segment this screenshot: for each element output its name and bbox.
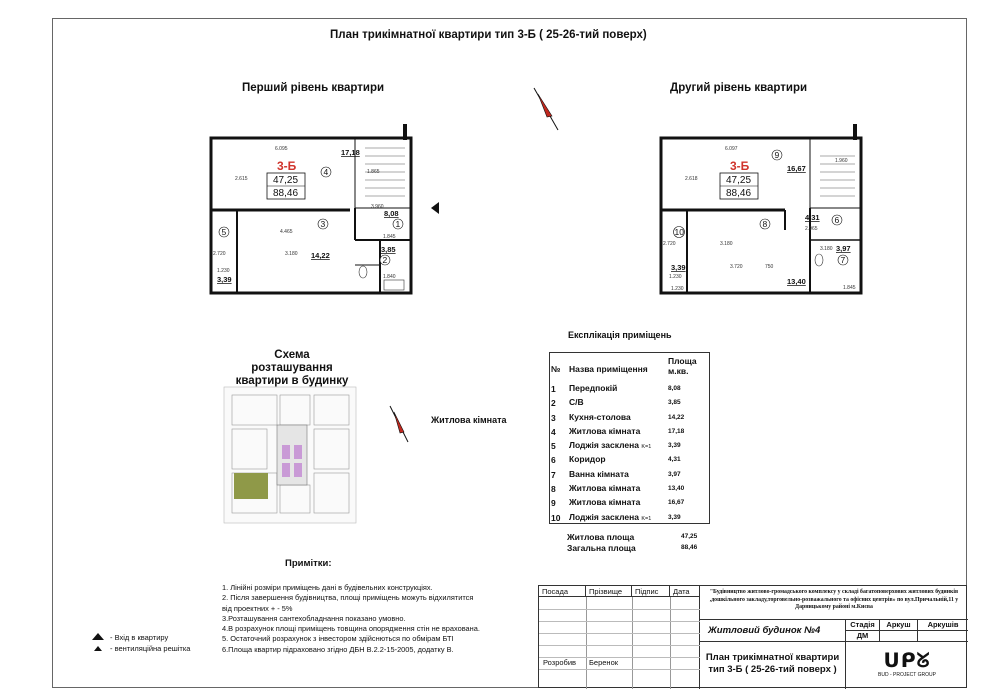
stamp-project-description: "Будівництво житлово-громадського комплексу у складі багатоповерхових житлових будинків ,дошкільного закладу,торговельно-розважального та офісних центрів» по вул.Причальній,11 у Дарницькому районі м.Києва — [700, 586, 968, 620]
row-name-text: Кухня-столова — [569, 411, 631, 422]
room-number: 2 — [382, 255, 388, 265]
row-name — [567, 482, 666, 496]
level1-total-area: 88,46 — [273, 188, 299, 199]
room-area: 3,85 — [381, 245, 396, 254]
row-name — [567, 496, 666, 510]
dimension-label: 3.720 — [730, 264, 743, 270]
note-item: 6.Площа квартир підраховано згідно ДБН В.2.2-15-2005, додатку В. — [222, 644, 454, 654]
apartment-highlight — [234, 473, 268, 499]
row-name-text: Житлова кімната — [569, 425, 641, 436]
table-row — [549, 511, 710, 525]
row-name-text: Лоджія засклена — [569, 511, 639, 522]
notes-title: Примітки: — [285, 558, 332, 569]
row-area: 3,39 — [668, 513, 681, 521]
row-area: 17,18 — [668, 427, 685, 435]
level2-living-area: 47,25 — [726, 175, 752, 186]
level2-floor-plan — [655, 120, 870, 300]
room-area: 3,39 — [671, 263, 686, 272]
logo-mark: ᑌᑭᘜ — [883, 648, 931, 672]
dimension-label: 1.960 — [835, 158, 848, 164]
room-number: 8 — [762, 219, 768, 229]
note-item: 1. Лінійні розміри приміщень дані в будівельних конструкціях. — [222, 583, 433, 592]
stamp-col-position: Посада — [539, 586, 586, 597]
row-number: 10 — [551, 512, 561, 523]
room-number: 1 — [395, 219, 401, 229]
row-note: K=1 — [641, 515, 652, 522]
table-row — [549, 382, 710, 396]
room-number: 5 — [221, 227, 227, 237]
explication-table — [549, 356, 710, 525]
row-number: 9 — [551, 498, 556, 509]
row-name — [567, 411, 666, 425]
row-note: K=1 — [641, 444, 652, 451]
row-name-text: Житлова кімната — [569, 483, 641, 494]
row-number: 2 — [551, 398, 556, 409]
page-title: План трикімнатної квартири тип 3-Б ( 25-26-тий поверх) — [330, 29, 647, 41]
dimension-label: 1.230 — [217, 268, 230, 274]
table-row — [549, 482, 710, 496]
legend-entrance — [92, 632, 190, 643]
row-number: 5 — [551, 441, 556, 452]
row-number: 3 — [551, 412, 556, 423]
row-number: 6 — [551, 455, 556, 466]
building-scheme — [222, 385, 358, 525]
scheme-title — [232, 349, 352, 388]
dimension-label: 1.230 — [671, 286, 684, 292]
note-item: 5. Остаточний розрахунок з інвестором здійснються по обмірам БТІ — [222, 634, 454, 644]
row-name — [567, 382, 666, 396]
room-area: 3,39 — [217, 275, 232, 284]
row-area: 13,40 — [668, 485, 685, 493]
stamp-developed-name: Беренок — [589, 658, 619, 667]
note-item: від проектних + - 5% — [222, 603, 293, 613]
table-row — [549, 439, 710, 453]
stamp-signature-grid — [539, 597, 700, 689]
room-area: 16,67 — [787, 164, 806, 173]
total-area-label: Загальна площа — [567, 543, 636, 553]
logo-subtitle: BUD - PROJECT GROUP — [878, 672, 936, 678]
row-name-text: Коридор — [569, 454, 606, 465]
dimension-label: 1.840 — [383, 274, 396, 280]
room-number: 9 — [774, 150, 780, 160]
row-area: 16,67 — [668, 499, 685, 507]
level1-title: Перший рівень квартири — [242, 82, 385, 94]
table-row — [549, 468, 710, 482]
level2-total-area: 88,46 — [726, 188, 752, 199]
dimension-label: 1.845 — [383, 234, 396, 240]
row-area: 8,08 — [668, 385, 681, 392]
table-row — [549, 411, 710, 425]
dimension-label: 6.097 — [725, 146, 738, 152]
room-area: 14,22 — [311, 251, 330, 260]
row-name — [567, 439, 666, 453]
scheme-title-line1: Схема розташування — [251, 349, 333, 374]
row-name — [567, 425, 666, 439]
room-area: 4,31 — [805, 213, 820, 222]
note-item: 4.В розрахунок площі приміщень товщина опорядження стін не врахована. — [222, 624, 480, 634]
dimension-label: 3.180 — [285, 251, 298, 257]
stamp-sheet-header: Аркуш — [880, 620, 918, 631]
room-number: 10 — [674, 227, 684, 237]
dimension-label: 3.180 — [820, 246, 833, 252]
stamp-stage-header: Стадія — [846, 620, 880, 631]
table-row — [549, 453, 710, 467]
dimension-label: 3.180 — [720, 241, 733, 247]
row-area: 14,22 — [668, 413, 685, 421]
row-number: 7 — [551, 469, 556, 480]
stamp-stage-value: ДМ — [846, 631, 880, 642]
company-logo — [846, 642, 968, 689]
dimension-label: 3.960 — [371, 204, 384, 210]
row-number: 1 — [551, 384, 556, 394]
dimension-label: 4.465 — [280, 229, 293, 235]
col-name: Назва приміщення — [569, 363, 648, 374]
dimension-label: 2.720 — [663, 241, 676, 247]
living-area-value: 47,25 — [681, 533, 698, 540]
row-area: 3,39 — [668, 442, 681, 450]
col-area: Площа м.кв. — [668, 356, 697, 376]
level1-living-area: 47,25 — [273, 175, 299, 186]
dimension-label: 6.095 — [275, 146, 288, 152]
dimension-label: 750 — [765, 264, 774, 270]
total-area-value: 88,46 — [681, 544, 698, 551]
legend-vent — [92, 643, 190, 654]
row-name — [567, 468, 666, 482]
dimension-label: 2.965 — [805, 226, 818, 232]
table-row — [549, 425, 710, 439]
title-block — [538, 585, 967, 688]
living-room-label: Житлова кімната — [431, 415, 507, 425]
dimension-label: 2.618 — [685, 176, 698, 182]
row-name-text: Лоджія засклена — [569, 440, 639, 451]
row-area: 3,97 — [668, 470, 681, 478]
vent-triangle-icon — [94, 646, 102, 651]
table-header-row — [549, 356, 710, 382]
room-area: 17,18 — [341, 148, 360, 157]
room-number: 3 — [320, 219, 326, 229]
room-number: 6 — [834, 215, 840, 225]
room-number: 4 — [323, 167, 329, 177]
explication-title: Експлікація приміщень — [568, 330, 672, 340]
stamp-col-date: Дата — [670, 586, 700, 597]
row-name — [567, 511, 666, 525]
table-row — [549, 496, 710, 510]
table-row — [549, 396, 710, 410]
row-number: 8 — [551, 484, 556, 495]
room-area: 3,97 — [836, 244, 851, 253]
compass-icon — [384, 402, 414, 446]
dimension-label: 1.865 — [367, 169, 380, 175]
legend — [92, 632, 190, 654]
dimension-label: 2.615 — [235, 176, 248, 182]
stamp-sheets-header: Аркушів — [918, 620, 968, 631]
room-number: 7 — [840, 255, 846, 265]
col-number: № — [551, 363, 561, 374]
row-name-text: Ванна кімната — [569, 468, 629, 479]
north-arrow-icon — [528, 84, 564, 134]
row-name-text: Передпокій — [569, 383, 618, 393]
row-name-text: С/В — [569, 397, 584, 408]
dimension-label: 1.845 — [843, 285, 856, 291]
stamp-drawing-title-line1: План трикімнатної квартири — [705, 652, 840, 663]
dimension-label: 1.230 — [669, 274, 682, 280]
level2-apt-type: 3-Б — [730, 159, 750, 173]
stamp-developed-label: Розробив — [543, 658, 577, 667]
stamp-drawing-title-line2: тип 3-Б ( 25-26-тий поверх ) — [708, 664, 837, 675]
note-item: 2. Після завершення будівництва, площі приміщень можуть відхилятится — [222, 593, 474, 603]
stamp-col-surname: Прізвище — [586, 586, 632, 597]
level2-title: Другий рівень квартири — [670, 82, 808, 94]
level1-apt-type: 3-Б — [277, 159, 297, 173]
legend-entrance-label: - Вхід в квартиру — [110, 633, 169, 642]
row-number: 4 — [551, 426, 556, 437]
row-name — [567, 396, 666, 410]
entrance-triangle-icon — [92, 633, 104, 640]
row-name-text: Житлова кімната — [569, 497, 641, 508]
scheme-title-line2: квартири в будинку — [235, 375, 349, 387]
legend-vent-label: - вентиляційна решітка — [110, 644, 191, 653]
room-area: 8,08 — [384, 209, 399, 218]
note-item: 3.Розташування сантехобладнання показано умовно. — [222, 613, 406, 623]
row-name — [567, 453, 666, 467]
row-area: 4,31 — [668, 456, 681, 464]
stamp-col-signature: Підпис — [632, 586, 670, 597]
stamp-drawing-title — [700, 642, 846, 689]
row-area: 3,85 — [668, 399, 681, 407]
living-area-label: Житлова площа — [567, 532, 635, 542]
level1-floor-plan — [205, 120, 445, 300]
dimension-label: 2.720 — [213, 251, 226, 257]
room-area: 13,40 — [787, 277, 806, 286]
notes-list — [222, 583, 480, 655]
stamp-building-name: Житловий будинок №4 — [700, 620, 846, 642]
